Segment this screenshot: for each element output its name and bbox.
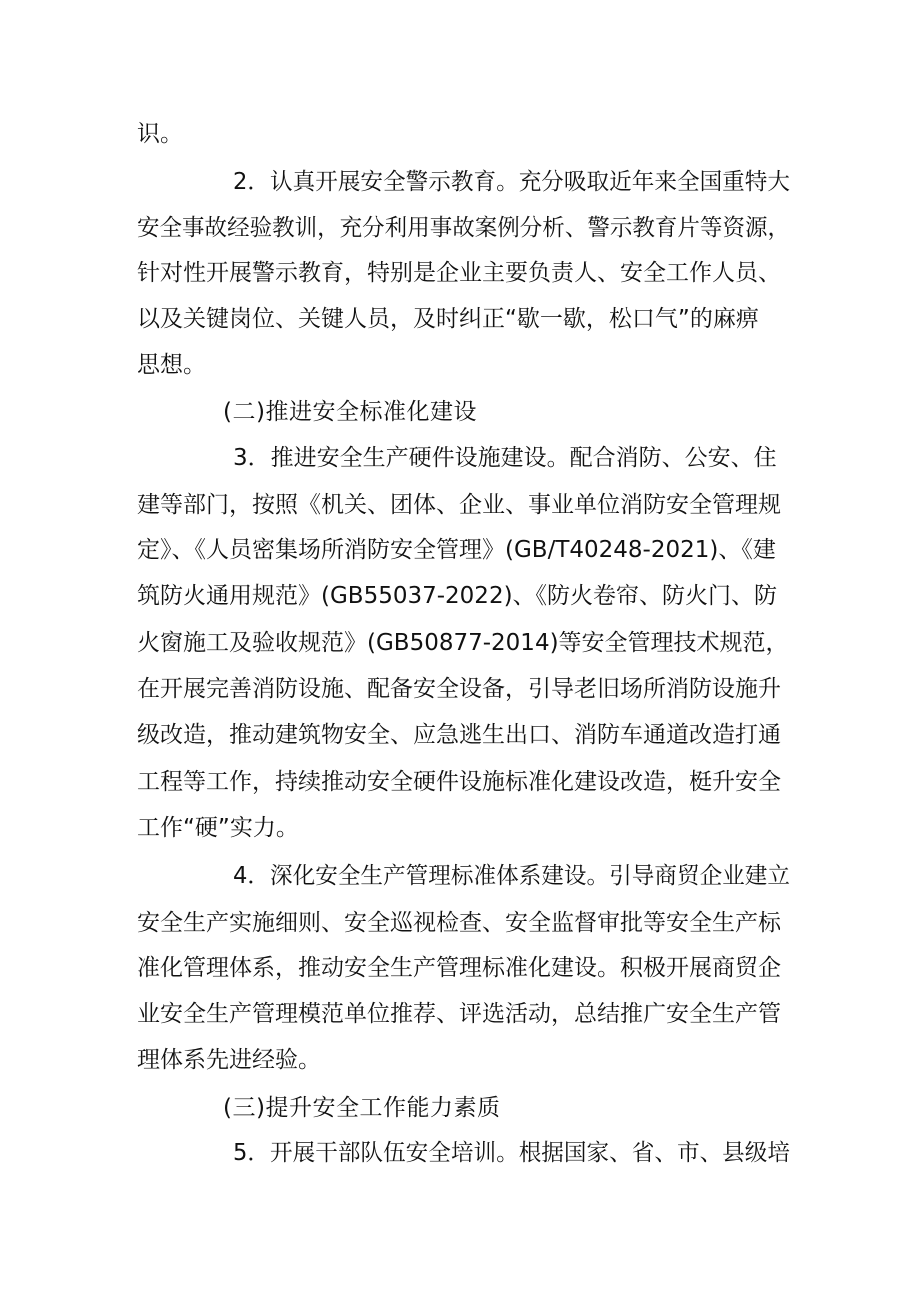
text-line — [0, 1040, 920, 1080]
line-text: 定》、《人员密集场所消防安全管理》(GB/T40248-2021)、《建 — [137, 537, 776, 563]
line-text: 在开展完善消防设施、配备安全设备，引导老旧场所消防设施升 — [137, 676, 781, 702]
line-text: 安全事故经验教训，充分利用事故案例分析、警示教育片等资源， — [137, 215, 790, 241]
text-line — [0, 485, 920, 525]
line-text: 5．开展干部队伍安全培训。根据国家、省、市、县级培 — [233, 1140, 791, 1166]
line-text: 工作“硬”实力。 — [137, 815, 299, 841]
text-line — [0, 162, 920, 202]
line-text: 建等部门，按照《机关、团体、企业、事业单位消防安全管理规 — [137, 492, 781, 518]
text-line — [0, 1133, 920, 1173]
text-line — [0, 576, 920, 616]
line-text: 工程等工作，持续推动安全硬件设施标准化建设改造，梃升安全 — [137, 769, 781, 795]
line-text: 针对性开展警示教育，特别是企业主要负责人、安全工作人员、 — [137, 260, 781, 286]
text-line — [0, 438, 920, 478]
text-line — [0, 948, 920, 988]
line-text: 安全生产实施细则、安全巡视检查、安全监督审批等安全生产标 — [137, 910, 781, 936]
line-text: 2．认真开展安全警示教育。充分吸取近年来全国重特大 — [233, 169, 791, 195]
line-text: 筑防火通用规范》(GB55037-2022)、《防火卷帘、防火门、防 — [137, 583, 778, 609]
text-line — [0, 715, 920, 755]
text-line — [0, 114, 920, 154]
text-line — [0, 345, 920, 385]
section-heading — [0, 1088, 920, 1128]
line-text: 理体系先进经验。 — [137, 1047, 321, 1073]
heading-text: (三)提升安全工作能力素质 — [223, 1095, 501, 1121]
text-line — [0, 903, 920, 943]
section-heading — [0, 392, 920, 432]
line-text: 识。 — [137, 121, 183, 147]
text-line — [0, 623, 920, 663]
line-text: 火窗施工及验收规范》(GB50877-2014)等安全管理技术规范， — [137, 630, 789, 656]
text-line — [0, 299, 920, 339]
line-text: 级改造，推动建筑物安全、应急逃生出口、消防车通道改造打通 — [137, 722, 781, 748]
line-text: 以及关键岗位、关键人员，及时纠正“歇一歇，松口气”的麻痹 — [137, 306, 759, 332]
heading-text: (二)推进安全标准化建设 — [223, 399, 477, 425]
text-line — [0, 762, 920, 802]
text-line — [0, 856, 920, 896]
text-line — [0, 253, 920, 293]
line-text: 思想。 — [137, 352, 206, 378]
text-line — [0, 669, 920, 709]
line-text: 准化管理体系，推动安全生产管理标准化建设。积极开展商贸企 — [137, 955, 781, 981]
text-line — [0, 530, 920, 570]
line-text: 业安全生产管理模范单位推荐、评选活动，总结推广安全生产管 — [137, 1001, 781, 1027]
text-line — [0, 994, 920, 1034]
line-text: 4．深化安全生产管理标准体系建设。引导商贸企业建立 — [233, 863, 791, 889]
line-text: 3．推进安全生产硬件设施建设。配合消防、公安、住 — [233, 445, 777, 471]
text-line — [0, 808, 920, 848]
text-line — [0, 208, 920, 248]
